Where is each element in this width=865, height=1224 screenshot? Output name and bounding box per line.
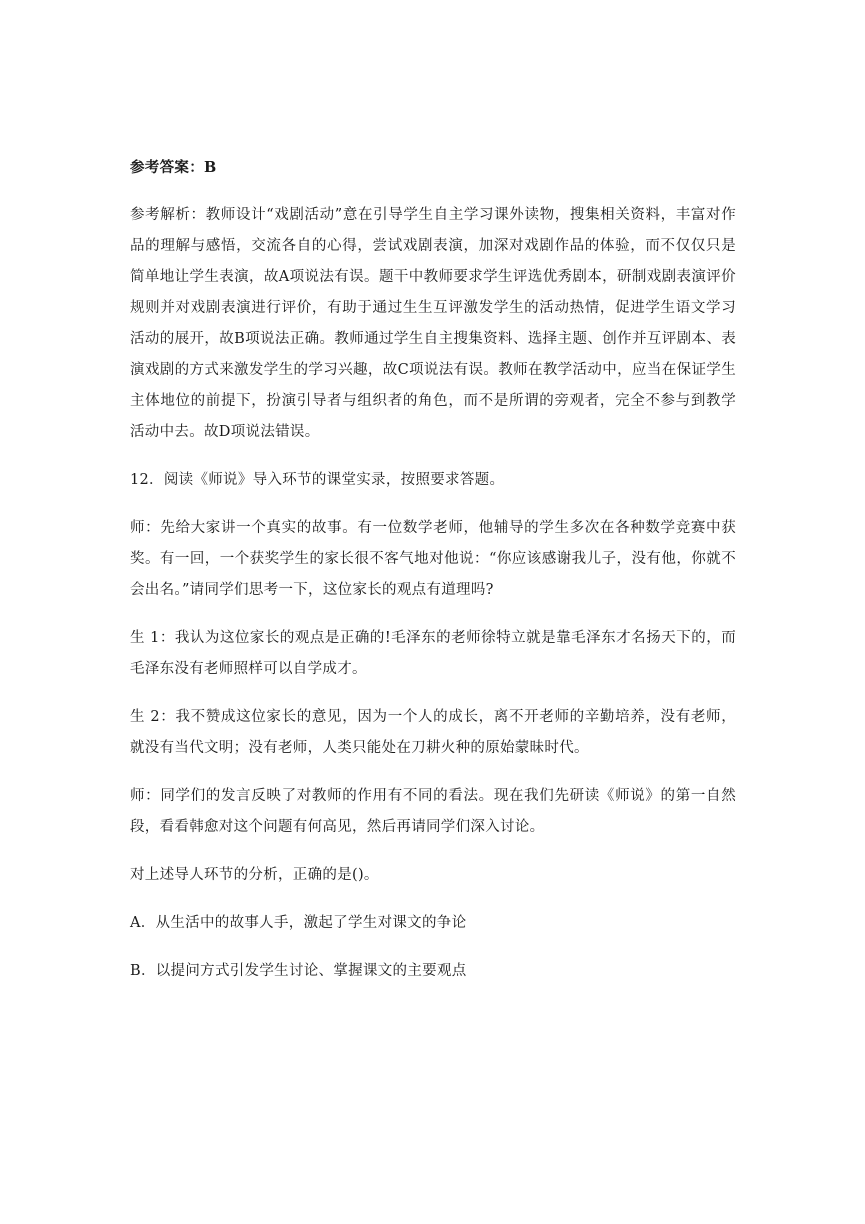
question-prompt: 对上述导人环节的分析，正确的是()。 [130,867,379,883]
answer-line: 参考答案：B [130,159,217,176]
document-content [130,152,736,1004]
option-b: B．以提问方式引发学生讨论、掌握课文的主要观点 [130,963,467,979]
analysis-paragraph: 参考解析：教师设计“戏剧活动”意在引导学生自主学习课外读物，搜集相关资料，丰富对作品的理解与感悟，交流各自的心得，尝试戏剧表演，加深对戏剧作品的体验，而不仅仅只是简单地让学生表演，故A项说法有误。题干中教师要求学生评选优秀剧本，研制戏剧表演评价规则并对戏剧表演进行评价，有助于通过生生互评激发学生的活动热情，促进学生语文学习活动的展开，故B项说法正确。教师通过学生自主搜集资料、选择主题、创作并互评剧本、表演戏剧的方式来激发学生的学习兴趣，故C项说法有误。教师在教学活动中，应当在保证学生主体地位的前提下，扮演引导者与组织者的角色，而不是所谓的旁观者，完全不参与到教学活动中去。故D项说法错误。 [130,207,736,440]
dialogue-student-2: 生 2：我不赞成这位家长的意见，因为一个人的成长，离不开老师的辛勤培养，没有老师，就没有当代文明；没有老师，人类只能处在刀耕火种的原始蒙昧时代。 [130,709,736,756]
option-a: A．从生活中的故事人手，激起了学生对课文的争论 [130,915,467,931]
question-stem: 12．阅读《师说》导入环节的课堂实录，按照要求答题。 [130,472,505,488]
dialogue-student-1: 生 1：我认为这位家长的观点是正确的!毛泽东的老师徐特立就是靠毛泽东才名扬天下的，而毛泽东没有老师照样可以自学成才。 [130,630,736,677]
dialogue-teacher-intro: 师：先给大家讲一个真实的故事。有一位数学老师，他辅导的学生多次在各种数学竞赛中获奖。有一回，一个获奖学生的家长很不客气地对他说：“你应该感谢我儿子，没有他，你就不会出名。”请同学们思考一下，这位家长的观点有道理吗? [130,520,736,598]
dialogue-teacher-followup: 师：同学们的发言反映了对教师的作用有不同的看法。现在我们先研读《师说》的第一自然段，看看韩愈对这个问题有何高见，然后再请同学们深入讨论。 [130,788,736,835]
